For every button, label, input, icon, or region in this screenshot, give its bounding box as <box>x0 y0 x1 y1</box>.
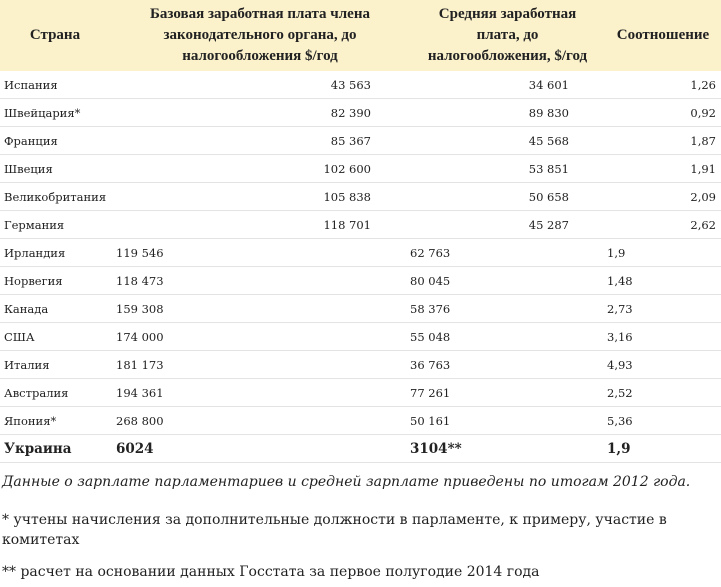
cell-mp-salary: 268 800 <box>116 414 164 428</box>
cell-ratio: 4,93 <box>607 358 633 372</box>
cell-avg-salary: 36 763 <box>410 358 451 372</box>
cell-ratio: 2,62 <box>690 218 716 232</box>
cell-country: Украина <box>4 441 72 457</box>
table-row-ukraine <box>0 435 721 463</box>
table-body <box>0 71 721 463</box>
cell-country: Австралия <box>4 386 69 400</box>
cell-mp-salary: 82 390 <box>330 106 371 120</box>
cell-ratio: 0,92 <box>690 106 716 120</box>
italic-note: Данные о зарплате парламентариев и средней зарплате приведены по итогам 2012 года. <box>2 474 691 490</box>
table-row <box>0 155 721 183</box>
cell-mp-salary: 118 701 <box>323 218 371 232</box>
header-ratio: Соотношение <box>616 27 710 43</box>
cell-ratio: 1,87 <box>690 134 716 148</box>
cell-country: Франция <box>4 134 58 148</box>
cell-avg-salary: 34 601 <box>528 78 569 92</box>
cell-mp-salary: 181 173 <box>116 358 164 372</box>
cell-ratio: 3,16 <box>607 330 633 344</box>
cell-ratio: 5,36 <box>607 414 633 428</box>
cell-ratio: 1,91 <box>690 162 716 176</box>
cell-mp-salary: 6024 <box>116 441 154 457</box>
table-row <box>0 267 721 295</box>
header-mp-salary-line3: налогообложения $/год <box>182 48 338 64</box>
cell-country: Германия <box>4 218 65 232</box>
cell-country: Испания <box>4 78 58 92</box>
table-row <box>0 379 721 407</box>
cell-ratio: 1,9 <box>607 441 631 457</box>
header-avg-salary-line1: Средняя заработная <box>438 6 577 22</box>
table-row <box>0 351 721 379</box>
table-row <box>0 295 721 323</box>
footnote-star: * учтены начисления за дополнительные должности в парламенте, к примеру, участие в комитетах <box>2 512 667 548</box>
header-avg-salary <box>410 4 605 67</box>
table-row <box>0 211 721 239</box>
table-row <box>0 99 721 127</box>
cell-avg-salary: 89 830 <box>528 106 569 120</box>
cell-country: США <box>4 330 35 344</box>
cell-country: Япония* <box>4 414 57 428</box>
cell-country: Италия <box>4 358 50 372</box>
cell-country: Швейцария* <box>4 106 81 120</box>
table-row <box>0 183 721 211</box>
cell-ratio: 1,9 <box>607 246 626 260</box>
cell-country: Великобритания <box>4 190 107 204</box>
header-avg-salary-line3: налогообложения, $/год <box>427 48 588 64</box>
table-row <box>0 71 721 99</box>
cell-avg-salary: 50 161 <box>410 414 451 428</box>
cell-avg-salary: 55 048 <box>410 330 451 344</box>
cell-mp-salary: 105 838 <box>323 190 371 204</box>
table-row <box>0 407 721 435</box>
cell-avg-salary: 62 763 <box>410 246 451 260</box>
cell-mp-salary: 118 473 <box>116 274 164 288</box>
cell-avg-salary: 80 045 <box>410 274 451 288</box>
cell-country: Норвегия <box>4 274 63 288</box>
cell-ratio: 2,52 <box>607 386 633 400</box>
header-mp-salary-line2: законодательного органа, до <box>163 27 357 43</box>
cell-ratio: 1,48 <box>607 274 633 288</box>
cell-country: Швеция <box>4 162 53 176</box>
cell-avg-salary: 45 568 <box>528 134 569 148</box>
cell-ratio: 2,73 <box>607 302 633 316</box>
cell-ratio: 2,09 <box>690 190 716 204</box>
table-row <box>0 127 721 155</box>
table-row <box>0 323 721 351</box>
table-header <box>0 0 721 71</box>
footnote-double-star: ** расчет на основании данных Госстата за первое полугодие 2014 года <box>2 564 540 580</box>
cell-mp-salary: 102 600 <box>323 162 371 176</box>
cell-avg-salary: 45 287 <box>528 218 569 232</box>
header-country: Страна <box>29 27 81 43</box>
cell-avg-salary: 53 851 <box>528 162 569 176</box>
cell-country: Канада <box>4 302 49 316</box>
cell-avg-salary: 50 658 <box>528 190 569 204</box>
cell-ratio: 1,26 <box>690 78 716 92</box>
cell-mp-salary: 159 308 <box>116 302 164 316</box>
table-row <box>0 239 721 267</box>
cell-avg-salary: 3104** <box>410 441 462 457</box>
cell-mp-salary: 43 563 <box>330 78 371 92</box>
cell-avg-salary: 58 376 <box>410 302 451 316</box>
cell-mp-salary: 194 361 <box>116 386 164 400</box>
cell-mp-salary: 119 546 <box>116 246 164 260</box>
header-mp-salary <box>110 4 410 67</box>
cell-avg-salary: 77 261 <box>410 386 451 400</box>
header-avg-salary-line2: плата, до <box>476 27 539 43</box>
cell-country: Ирландия <box>4 246 66 260</box>
cell-mp-salary: 174 000 <box>116 330 164 344</box>
header-mp-salary-line1: Базовая заработная плата члена <box>150 6 370 22</box>
cell-mp-salary: 85 367 <box>330 134 371 148</box>
